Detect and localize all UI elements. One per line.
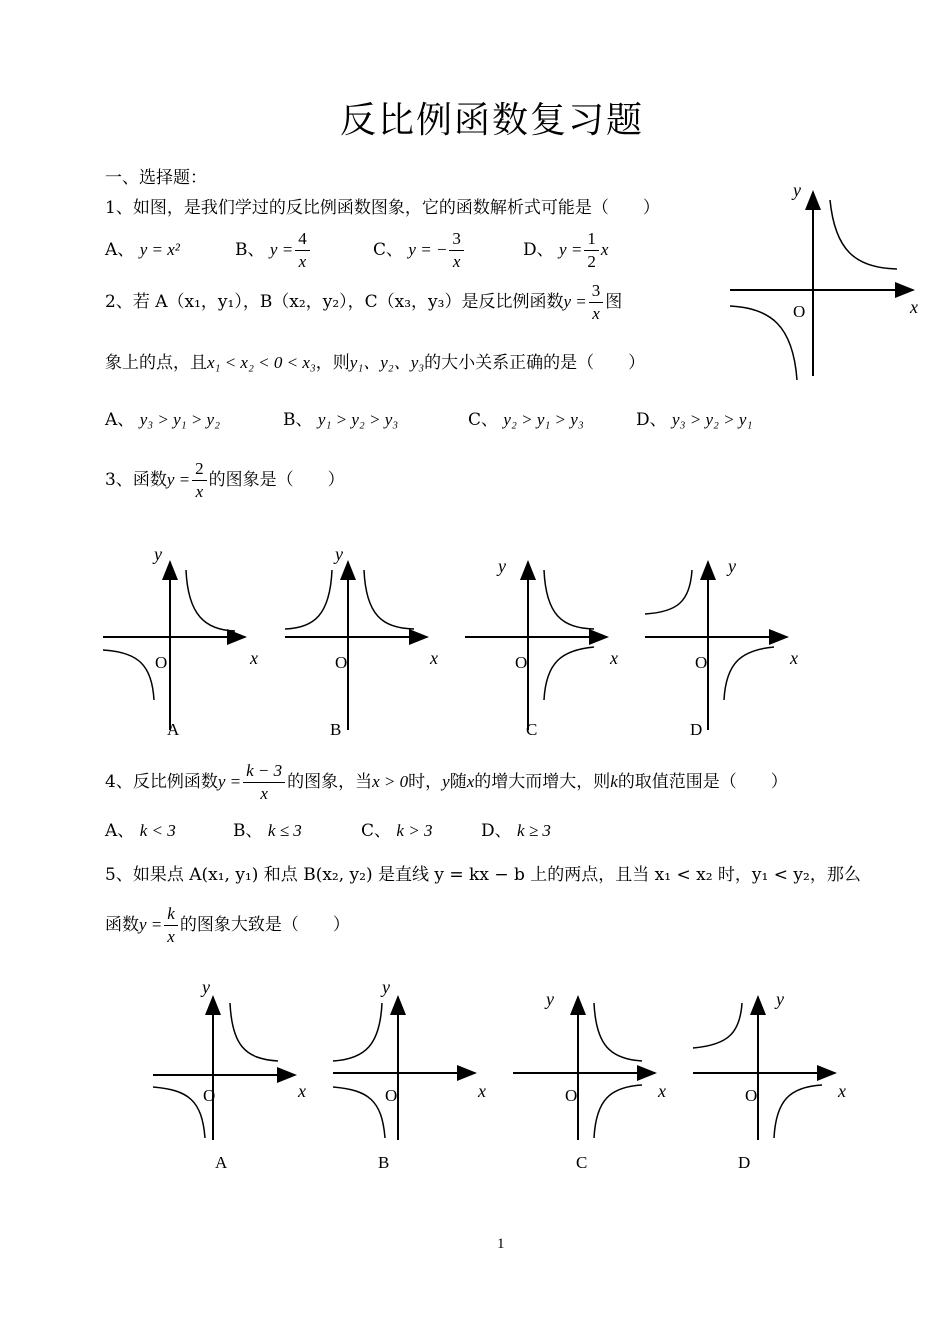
q2-line1: 2、若 A（x₁，y₁），B（x₂，y₂），C（x₃，y₃）是反比例函数y = $\frac{3}{x}$ 图 bbox=[105, 281, 623, 323]
svg-text:y: y bbox=[776, 989, 784, 1009]
svg-text:O: O bbox=[565, 1086, 578, 1105]
q2-option-c: C、 y₂ > y₁ > y₃ bbox=[468, 410, 584, 430]
svg-text:y: y bbox=[154, 544, 162, 564]
svg-text:y: y bbox=[498, 556, 506, 576]
section-heading: 一、选择题： bbox=[105, 168, 207, 188]
svg-text:y: y bbox=[335, 544, 343, 564]
q1-option-b: B、 y = $\frac{4}{x}$ bbox=[235, 228, 373, 273]
q4-options bbox=[105, 816, 551, 841]
svg-text:x: x bbox=[610, 648, 618, 668]
q5-graph-d bbox=[690, 975, 860, 1175]
svg-text:O: O bbox=[695, 653, 708, 672]
svg-text:y: y bbox=[546, 989, 554, 1009]
q5-line1: 5、如果点 A(x₁, y₁) 和点 B(x₂, y₂) 是直线 y = kx − b 上的两点，且当 x₁ < x₂ 时，y₁ < y₂，那么 bbox=[105, 865, 861, 885]
q2-options bbox=[105, 405, 752, 430]
svg-text:C: C bbox=[526, 720, 538, 739]
curve-q3 bbox=[730, 306, 797, 380]
q1-option-c: C、 y = − $\frac{3}{x}$ bbox=[373, 228, 523, 273]
q4-text: 4、反比例函数y = $\frac{k - 3}{x}$ 的图象，当x > 0时，y随x的增大而增大，则k的取值范围是（ ） bbox=[105, 761, 788, 803]
q1-option-a: A、 y = x² bbox=[105, 240, 180, 260]
svg-text:C: C bbox=[576, 1153, 588, 1172]
q3-graph-d bbox=[642, 540, 812, 740]
q3-graph-c bbox=[462, 540, 632, 740]
q5-graph-c bbox=[510, 975, 680, 1175]
svg-text:y: y bbox=[728, 556, 736, 576]
svg-text:x: x bbox=[838, 1081, 846, 1101]
q3-graph-a bbox=[100, 540, 270, 740]
svg-text:O: O bbox=[385, 1086, 398, 1105]
svg-text:O: O bbox=[203, 1086, 216, 1105]
q5-line2: 函数y = $\frac{k}{x}$ 的图象大致是（ ） bbox=[105, 904, 350, 946]
svg-text:x: x bbox=[790, 648, 798, 668]
q4-option-d: D、 k ≥ 3 bbox=[481, 821, 551, 841]
q2-option-d: D、 y₃ > y₂ > y₁ bbox=[636, 410, 753, 430]
svg-text:y: y bbox=[382, 977, 390, 997]
origin-label: O bbox=[793, 302, 806, 321]
choice-label: A bbox=[167, 720, 180, 739]
q4-option-c: C、 k > 3 bbox=[361, 821, 433, 841]
svg-text:O: O bbox=[515, 653, 528, 672]
y-label: y bbox=[793, 180, 801, 200]
q2-line2: 象上的点，且x₁ < x₂ < 0 < x₃，则y₁、y₂、y₃的大小关系正确的是（ ） bbox=[105, 353, 646, 373]
svg-text:y: y bbox=[202, 977, 210, 997]
q3-graph-b bbox=[282, 540, 452, 740]
x-label: x bbox=[910, 297, 918, 317]
svg-text:O: O bbox=[155, 653, 168, 672]
q4-option-a: A、 k < 3 bbox=[105, 821, 176, 841]
svg-text:B: B bbox=[330, 720, 342, 739]
svg-text:A: A bbox=[215, 1153, 228, 1172]
q5-graph-a bbox=[150, 975, 320, 1175]
svg-text:O: O bbox=[745, 1086, 758, 1105]
q2-option-b: B、 y₁ > y₂ > y₃ bbox=[283, 410, 399, 430]
q5-graph-b bbox=[330, 975, 500, 1175]
svg-text:D: D bbox=[738, 1153, 751, 1172]
svg-text:O: O bbox=[335, 653, 348, 672]
q1-graph bbox=[725, 180, 925, 380]
svg-text:x: x bbox=[478, 1081, 486, 1101]
q4-option-b: B、 k ≤ 3 bbox=[233, 821, 302, 841]
q2-option-a: A、 y₃ > y₁ > y₂ bbox=[105, 410, 220, 430]
q1-options bbox=[105, 228, 608, 273]
svg-text:x: x bbox=[658, 1081, 666, 1101]
curve-q1 bbox=[830, 200, 897, 269]
q1-text: 1、如图，是我们学过的反比例函数图象，它的函数解析式可能是（ ） bbox=[105, 198, 660, 218]
page-title: 反比例函数复习题 bbox=[340, 100, 645, 141]
svg-text:x: x bbox=[250, 648, 258, 668]
svg-text:B: B bbox=[378, 1153, 390, 1172]
page-number: 1 bbox=[497, 1236, 505, 1252]
svg-text:x: x bbox=[430, 648, 438, 668]
svg-text:x: x bbox=[298, 1081, 306, 1101]
q1-option-d: D、 y = $\frac{1}{2}$ x bbox=[523, 229, 609, 271]
svg-text:D: D bbox=[690, 720, 703, 739]
q3-text: 3、函数y = $\frac{2}{x}$ 的图象是（ ） bbox=[105, 459, 345, 501]
